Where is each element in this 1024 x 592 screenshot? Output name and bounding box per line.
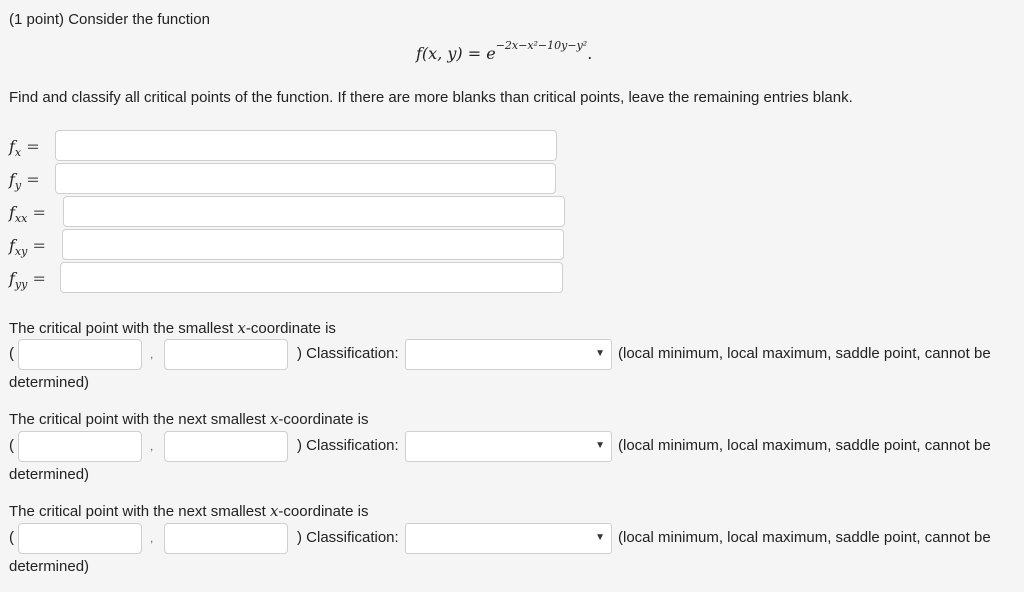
caret-down-icon: ▼ — [595, 348, 605, 359]
options-hint-cont: determined) — [9, 466, 90, 483]
open-paren: ( — [9, 437, 14, 454]
options-hint: (local minimum, local maximum, saddle point, cannot be — [618, 529, 991, 546]
caret-down-icon: ▼ — [595, 532, 605, 543]
open-paren: ( — [9, 345, 14, 362]
comma: , — [150, 347, 154, 361]
classification-label: ) Classification: — [297, 529, 399, 546]
critical-point-2-x-input[interactable] — [18, 431, 142, 462]
fyy-label: $f_{yy}$ = — [9, 269, 46, 291]
critical-point-1-y-input[interactable] — [164, 339, 288, 370]
critical-point-2-heading: The critical point with the next smallest x-coordinate is — [9, 410, 369, 428]
critical-point-3-y-input[interactable] — [164, 523, 288, 554]
fxy-input[interactable] — [62, 229, 564, 260]
fx-input[interactable] — [55, 130, 557, 161]
options-hint-cont: determined) — [9, 558, 90, 575]
critical-point-1-classification-select[interactable] — [405, 339, 612, 370]
caret-down-icon: ▼ — [595, 440, 605, 451]
critical-point-3-x-input[interactable] — [18, 523, 142, 554]
critical-point-1-x-input[interactable] — [18, 339, 142, 370]
critical-point-3-classification-select[interactable] — [405, 523, 612, 554]
critical-point-2-y-input[interactable] — [164, 431, 288, 462]
options-hint: (local minimum, local maximum, saddle point, cannot be — [618, 437, 991, 454]
comma: , — [150, 531, 154, 545]
formula-lhs: f(x, y) = e — [416, 44, 496, 63]
fy-input[interactable] — [55, 163, 556, 194]
problem-heading: (1 point) Consider the function — [9, 11, 210, 28]
critical-point-2-classification-select[interactable] — [405, 431, 612, 462]
fyy-input[interactable] — [60, 262, 563, 293]
function-formula — [416, 39, 593, 63]
formula-tail: . — [587, 44, 593, 63]
options-hint-cont: determined) — [9, 374, 90, 391]
fxx-label: $f_{xx}$ = — [9, 203, 46, 225]
fy-label: $f_y$ = — [9, 170, 40, 192]
instructions: Find and classify all critical points of the function. If there are more blanks than critical points, leave the remaining entries blank. — [9, 89, 853, 106]
classification-label: ) Classification: — [297, 345, 399, 362]
fxx-input[interactable] — [63, 196, 565, 227]
formula-exponent: −2x−x²−10y−y² — [495, 39, 588, 52]
options-hint: (local minimum, local maximum, saddle point, cannot be — [618, 345, 991, 362]
critical-point-3-heading: The critical point with the next smallest x-coordinate is — [9, 502, 369, 520]
fxy-label: $f_{xy}$ = — [9, 236, 46, 258]
critical-point-1-heading: The critical point with the smallest x-coordinate is — [9, 319, 336, 337]
classification-label: ) Classification: — [297, 437, 399, 454]
fx-label: $f_x$ = — [9, 137, 40, 159]
open-paren: ( — [9, 529, 14, 546]
comma: , — [150, 439, 154, 453]
